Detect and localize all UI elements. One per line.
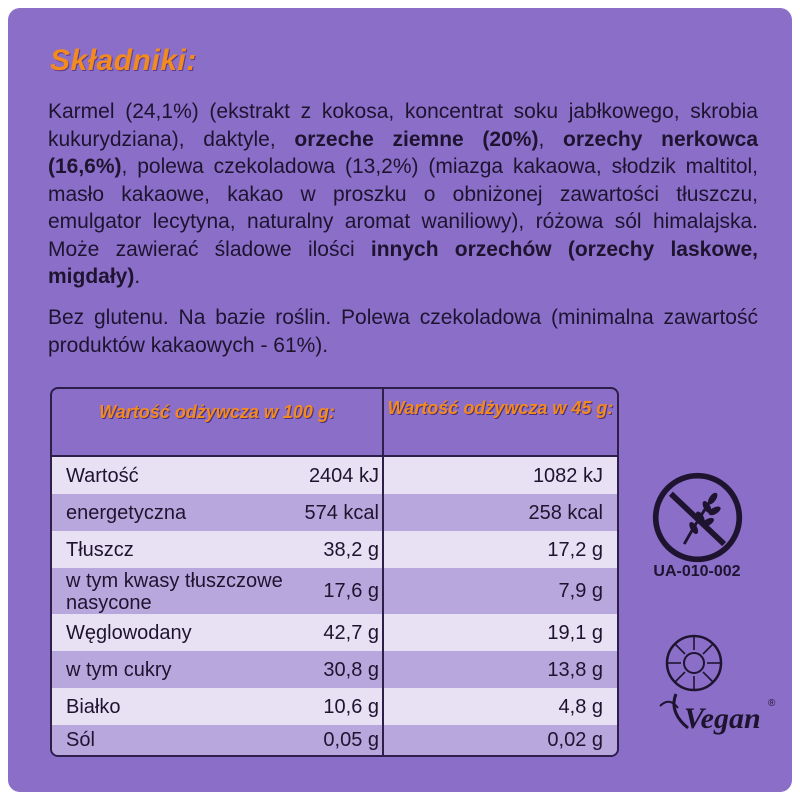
row-value-45g: 1082 kJ bbox=[532, 465, 603, 487]
column-divider bbox=[382, 725, 384, 755]
row-value-45g: 0,02 g bbox=[547, 729, 603, 751]
table-row bbox=[52, 457, 617, 494]
row-name: Tłuszcz bbox=[66, 539, 134, 561]
nutrition-table-header bbox=[52, 389, 617, 457]
table-row bbox=[52, 568, 617, 614]
table-row bbox=[52, 688, 617, 725]
ingredients-part: , bbox=[538, 127, 564, 151]
ingredients-heading: Składniki: bbox=[50, 44, 197, 77]
registered-mark: ® bbox=[768, 698, 776, 709]
row-value-100g: 38,2 g bbox=[323, 539, 379, 561]
row-value-100g: 42,7 g bbox=[323, 622, 379, 644]
table-row bbox=[52, 614, 617, 651]
row-value-45g: 4,8 g bbox=[558, 696, 603, 718]
ingredients-bold: orzechy nerkowca (16,6%) bbox=[48, 127, 759, 178]
row-value-45g: 13,8 g bbox=[547, 659, 603, 681]
table-row bbox=[52, 725, 617, 755]
column-divider bbox=[382, 651, 384, 688]
gluten-free-code: UA-010-002 bbox=[653, 563, 741, 580]
row-value-100g: 2404 kJ bbox=[308, 465, 379, 487]
nutrition-table bbox=[50, 387, 619, 757]
row-name: Wartość bbox=[66, 465, 139, 487]
additional-info-text: Bez glutenu. Na bazie roślin. Polewa czekoladowa (minimalna zawartość produktów kakaowych - 61%). bbox=[48, 306, 758, 357]
ingredients-part: . bbox=[134, 265, 141, 288]
table-row bbox=[52, 651, 617, 688]
gluten-free-icon bbox=[650, 470, 745, 565]
row-value-100g: 17,6 g bbox=[323, 580, 379, 602]
ingredients-part: Karmel (24,1%) (ekstrakt z kokosa, koncentrat soku jabłkowego, skrobia kukurydziana), daktyle, bbox=[48, 100, 758, 151]
row-value-100g: 0,05 g bbox=[323, 729, 379, 751]
ingredients-part: , polewa czekoladowa (13,2%) (miazga kakaowa, słodzik maltitol, masło kakaowe, kakao w proszku o obniżonej zawartości tłuszczu, emulgator lecytyna, naturalny aromat waniliowy), różowa sól himalajska. Może zawierać śladowe ilości bbox=[48, 155, 758, 261]
column-divider bbox=[382, 494, 384, 531]
row-value-100g: 574 kcal bbox=[304, 502, 379, 524]
ingredients-bold: innych orzechów (orzechy laskowe, migdały) bbox=[48, 237, 759, 288]
row-name: Węglowodany bbox=[66, 622, 192, 644]
column-divider bbox=[382, 457, 384, 494]
column-divider bbox=[382, 614, 384, 651]
row-name: w tym kwasy tłuszczowe nasycone bbox=[66, 570, 283, 614]
row-value-45g: 17,2 g bbox=[547, 539, 603, 561]
header-per-100g: Wartość odżywcza w 100 g: bbox=[99, 402, 335, 422]
vegan-text: Vegan bbox=[684, 702, 761, 735]
vegan-logo-icon bbox=[648, 628, 778, 738]
column-divider bbox=[382, 688, 384, 725]
row-value-45g: 7,9 g bbox=[558, 580, 603, 602]
row-name: energetyczna bbox=[66, 502, 187, 524]
row-value-100g: 10,6 g bbox=[323, 696, 379, 718]
row-value-45g: 258 kcal bbox=[528, 502, 603, 524]
row-name: w tym cukry bbox=[66, 659, 172, 681]
table-row bbox=[52, 531, 617, 568]
row-name: Białko bbox=[66, 696, 121, 718]
row-value-100g: 30,8 g bbox=[323, 659, 379, 681]
row-name: Sól bbox=[66, 729, 95, 751]
column-divider bbox=[382, 568, 384, 614]
row-value-45g: 19,1 g bbox=[547, 622, 603, 644]
header-per-45g: Wartość odżywcza w 45 g: bbox=[387, 398, 614, 418]
table-row bbox=[52, 494, 617, 531]
ingredients-bold: orzeche ziemne (20%) bbox=[294, 127, 539, 151]
column-divider bbox=[382, 531, 384, 568]
ingredients-text bbox=[48, 98, 758, 291]
